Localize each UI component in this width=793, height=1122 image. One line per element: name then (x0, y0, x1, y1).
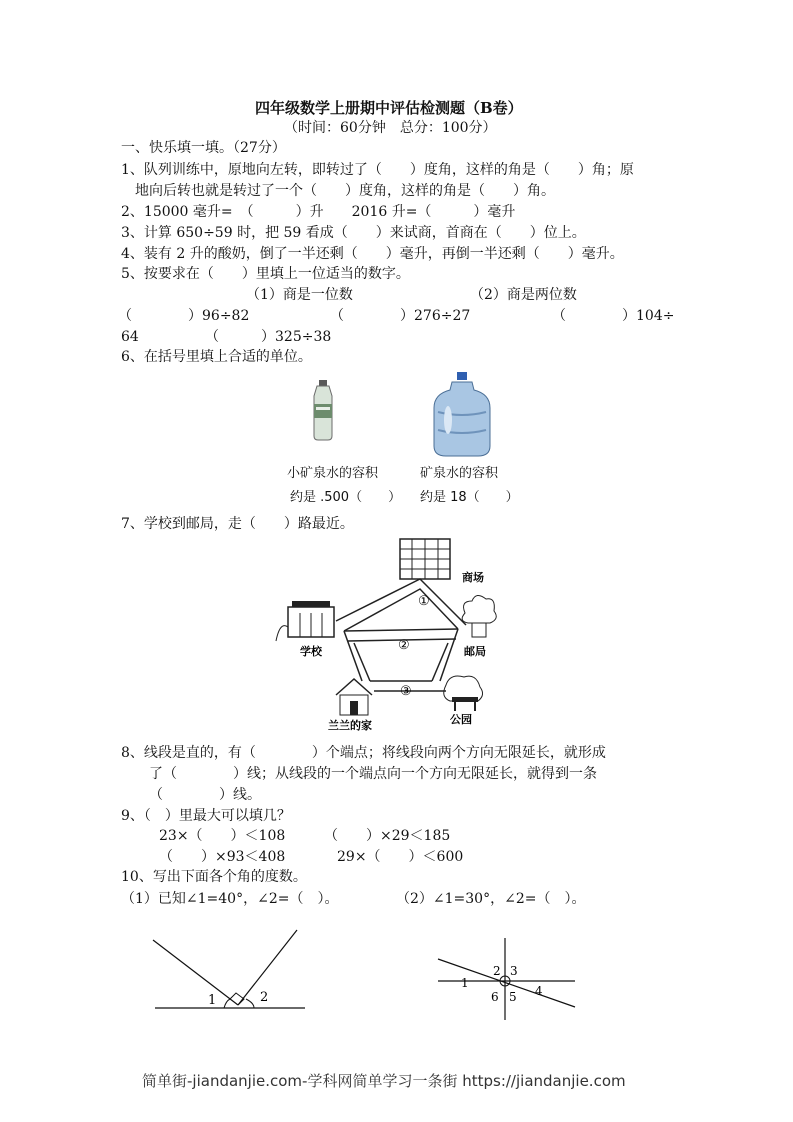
large-jug-answer: 约是 18（ ） (420, 490, 519, 505)
mall-building-icon (400, 539, 450, 579)
post-office-label: 邮局 (464, 645, 486, 658)
angle-3-label: 3 (510, 964, 518, 978)
question-8-line2: 了（ ）线；从线段的一个端点向一个方向无限延长，就得到一条 (149, 766, 597, 782)
question-8-line1: 8、线段是直的，有（ ）个端点；将线段向两个方向无限延长，就形成 (121, 745, 606, 761)
question-10-sub2: （2）∠1=30°，∠2=（ ）。 (396, 891, 586, 907)
section-heading: 一、快乐填一填。（27分） (121, 140, 286, 156)
question-6: 6、在括号里填上合适的单位。 (121, 349, 312, 365)
question-4: 4、装有 2 升的酸奶，倒了一半还剩（ ）毫升，再倒一半还剩（ ）毫升。 (121, 246, 624, 262)
question-7: 7、学校到邮局，走（ ）路最近。 (121, 516, 354, 532)
small-bottle-caption: 小矿泉水的容积 (287, 466, 379, 481)
question-5-sub2: （2）商是两位数 (470, 287, 577, 303)
question-9-item: 29×（ ）＜600 (337, 849, 464, 865)
angle-2-label: 2 (260, 990, 269, 1005)
question-2: 2、15000 毫升= （ ）升 2016 升=（ ）毫升 (121, 204, 516, 220)
school-building-icon (276, 601, 334, 641)
large-water-jug-image (428, 370, 498, 460)
angle-1-label: 1 (208, 993, 217, 1008)
question-9: 9、（ ）里最大可以填几？ (121, 808, 291, 824)
large-jug-caption: 矿泉水的容积 (420, 466, 499, 481)
angle-figure-2 (435, 935, 580, 1025)
route-1-label: ① (418, 594, 430, 609)
question-9-item: （ ）×29＜185 (324, 828, 451, 844)
question-1-line2: 地向后转也就是转过了一个（ ）度角，这样的角是（ ）角。 (135, 183, 555, 199)
question-5-item: （ ）96÷82 (118, 308, 250, 324)
question-5-item: （ ）104÷ (552, 308, 675, 324)
route-2-label: ② (398, 638, 410, 653)
angle-1-label: 1 (461, 976, 469, 990)
small-water-bottle-image (300, 378, 350, 448)
question-1-line1: 1、队列训练中，原地向左转，即转过了（ ）度角，这样的角是（ ）角；原 (121, 162, 634, 178)
question-10-sub1: （1）已知∠1=40°，∠2=（ ）。 (121, 891, 339, 907)
exam-meta: （时间：60分钟 总分：100分） (284, 120, 497, 136)
question-3: 3、计算 650÷59 时，把 59 看成（ ）来试商，首商在（ ）位上。 (121, 225, 586, 241)
question-5: 5、按要求在（ ）里填上一位适当的数字。 (121, 266, 410, 282)
home-label: 兰兰的家 (328, 719, 372, 732)
road-network (336, 579, 466, 691)
angle-5-label: 5 (509, 990, 517, 1004)
post-office-icon (462, 595, 496, 637)
question-5-sub1: （1）商是一位数 (246, 287, 353, 303)
question-10: 10、写出下面各个角的度数。 (121, 869, 307, 885)
home-icon (336, 679, 372, 715)
angle-4-label: 4 (535, 984, 543, 998)
question-5-item: （ ）325÷38 (205, 329, 332, 345)
park-label: 公园 (450, 713, 472, 726)
small-bottle-answer: 约是 .500（ ） (290, 490, 402, 505)
park-bench-icon (444, 676, 483, 711)
question-5-item: （ ）276÷27 (330, 308, 471, 324)
footer-watermark: 简单街-jiandanjie.com-学科网简单学习一条街 https://jiandanjie.com (142, 1072, 626, 1090)
question-5-item: 64 (121, 329, 139, 345)
route-map-diagram (270, 535, 520, 735)
question-8-line3: （ ）线。 (149, 787, 261, 803)
angle-2-label: 2 (493, 964, 501, 978)
angle-figure-1 (150, 925, 310, 1015)
page-title: 四年级数学上册期中评估检测题（B卷） (255, 99, 523, 117)
angle-6-label: 6 (491, 990, 499, 1004)
route-3-label: ③ (400, 684, 412, 699)
question-9-item: （ ）×93＜408 (159, 849, 286, 865)
mall-label: 商场 (462, 571, 484, 584)
question-9-item: 23×（ ）＜108 (159, 828, 286, 844)
school-label: 学校 (300, 645, 322, 658)
